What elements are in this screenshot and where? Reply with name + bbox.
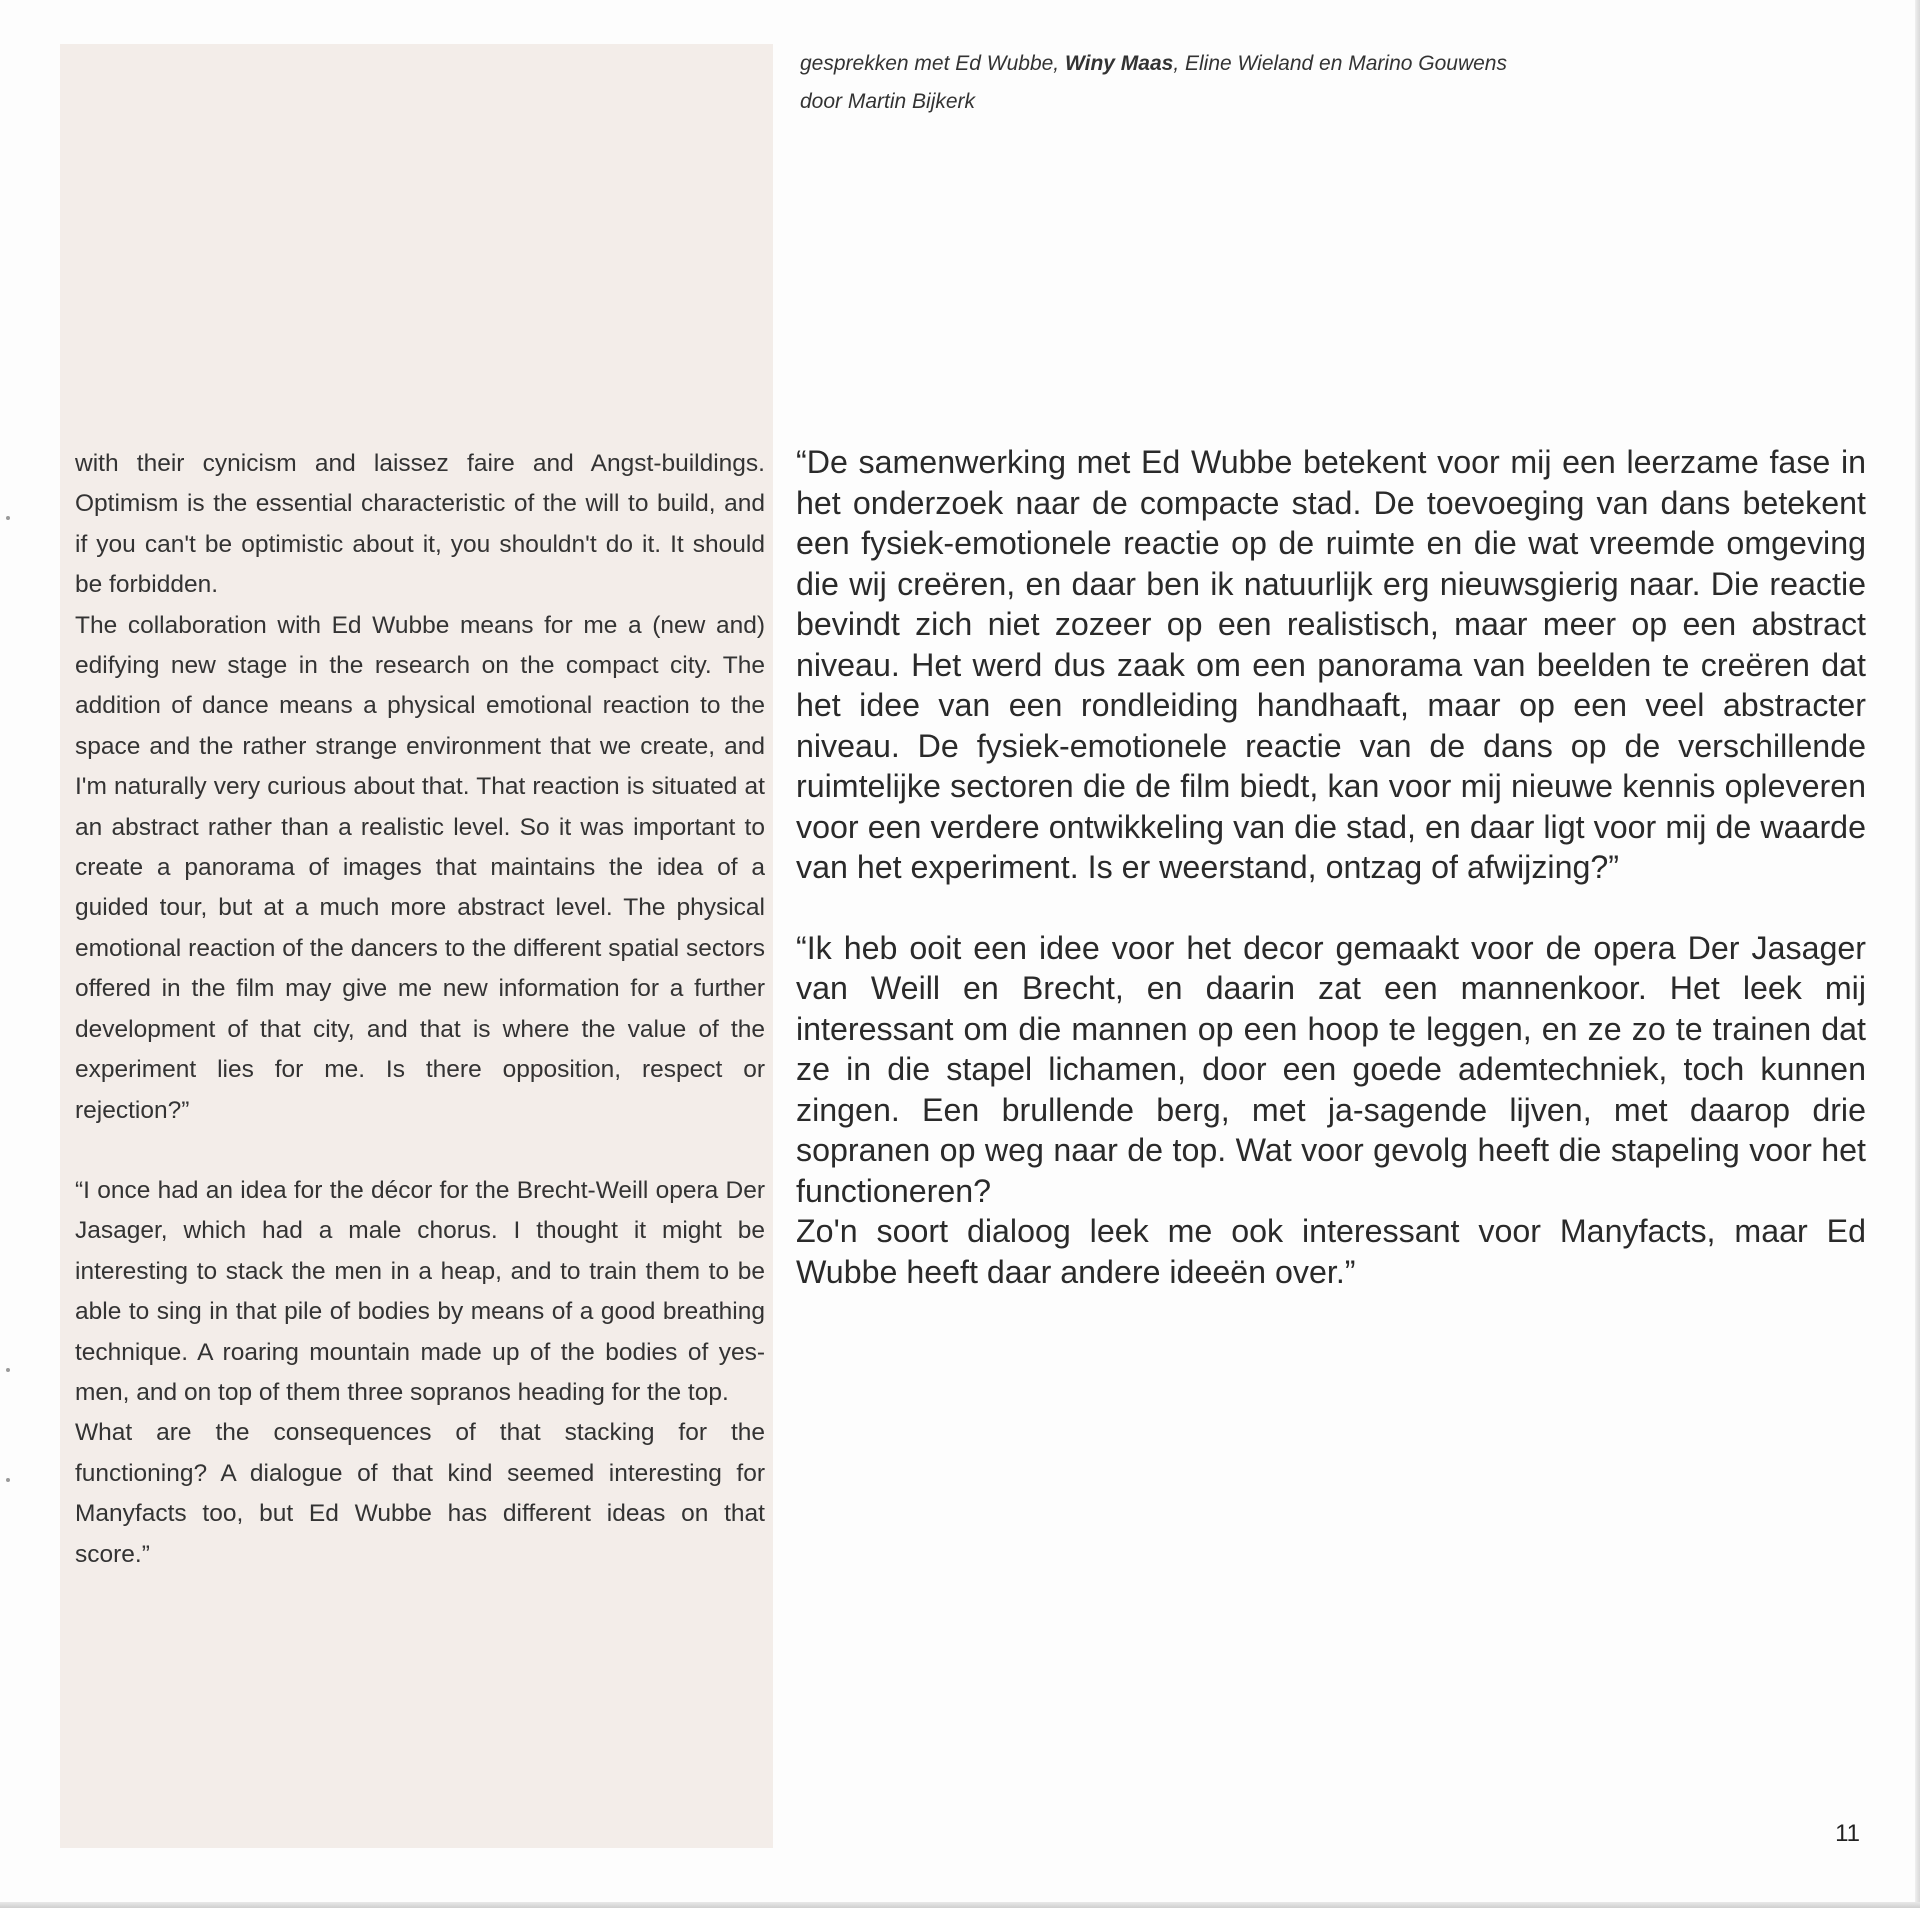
article-header xyxy=(800,45,1860,121)
english-paragraph: “I once had an idea for the décor for the Brecht-Weill opera Der Jasager, which had a male chorus. I thought it might be interesting to stack the men in a heap, and to train them to be able to sing in that pile of bodies by means of a good breathing technique. A roaring mountain made up of the bodies of yes-men, and on top of them three sopranos heading for the top. xyxy=(75,1176,765,1406)
page-edge-shadow xyxy=(1915,0,1920,1908)
english-column xyxy=(75,444,765,1575)
header-line-1: gesprekken met Ed Wubbe, Winy Maas, Eline Wieland en Marino Gouwens xyxy=(800,52,1507,75)
english-paragraph: with their cynicism and laissez faire and Angst-buildings. Optimism is the essential characteristic of the will to build, and if you can't be optimistic about it, you shouldn't do it. It should be forbidden. xyxy=(75,450,765,599)
dutch-paragraph: “Ik heb ooit een idee voor het decor gemaakt voor de opera Der Jasager van Weill en Brecht, en daarin zat een mannenkoor. Het leek mij interessant om die mannen op een hoop te leggen, en ze zo te trainen dat ze in die stapel lichamen, door een goede ademtechniek, toch kunnen zingen. Een brullende berg, met ja-sagende lijven, met daarop drie sopranen op weg naar de top. Wat voor gevolg heeft die stapeling voor het functioneren? xyxy=(796,929,1866,1209)
english-paragraph: The collaboration with Ed Wubbe means for me a (new and) edifying new stage in the research on the compact city. The addition of dance means a physical emotional reaction to the space and the rather strange environment that we create, and I'm naturally very curious about that. That reaction is situated at an abstract rather than a realistic level. So it was important to create a panorama of images that maintains the idea of a guided tour, but at a much more abstract level. The physical emotional reaction of the dancers to the different spatial sectors offered in the film may give me new information for a further development of that city, and that is where the value of the experiment lies for me. Is there opposition, respect or rejection?” xyxy=(75,611,765,1124)
page-number: 11 xyxy=(1835,1820,1860,1847)
header-bold-name: Winy Maas xyxy=(1064,52,1174,75)
binding-mark xyxy=(6,1368,10,1372)
dutch-paragraph: “De samenwerking met Ed Wubbe betekent voor mij een leerzame fase in het onderzoek naar de compacte stad. De toevoeging van dans betekent een fysiek-emotionele reactie op de ruimte en die wat vreemde omgeving die wij creëren, en daar ben ik natuurlijk erg nieuwsgierig naar. Die reactie bevindt zich niet zozeer op een realistisch, maar meer op een abstract niveau. Het werd dus zaak om een panorama van beelden te creëren dat het idee van een rondleiding handhaaft, maar op een veel abstracter niveau. De fysiek-emotionele reactie van de dans op de verschillende ruimtelijke sectoren die de film biedt, kan voor mij nieuwe kennis opleveren voor een verdere ontwikkeling van die stad, en daar ligt voor mij de waarde van het experiment. Is er weerstand, ontzag of afwijzing?” xyxy=(796,444,1866,885)
english-paragraph: What are the consequences of that stacking for the functioning? A dialogue of that kind seemed interesting for Manyfacts too, but Ed Wubbe has different ideas on that score.” xyxy=(75,1419,765,1568)
header-line-2: door Martin Bijkerk xyxy=(800,90,976,113)
dutch-paragraph: Zo'n soort dialoog leek me ook interessant voor Manyfacts, maar Ed Wubbe heeft daar andere ideeën over.” xyxy=(796,1213,1866,1290)
page-bottom-shadow xyxy=(0,1902,1920,1908)
binding-mark xyxy=(6,516,10,520)
binding-mark xyxy=(6,1478,10,1482)
dutch-column xyxy=(796,442,1866,1292)
